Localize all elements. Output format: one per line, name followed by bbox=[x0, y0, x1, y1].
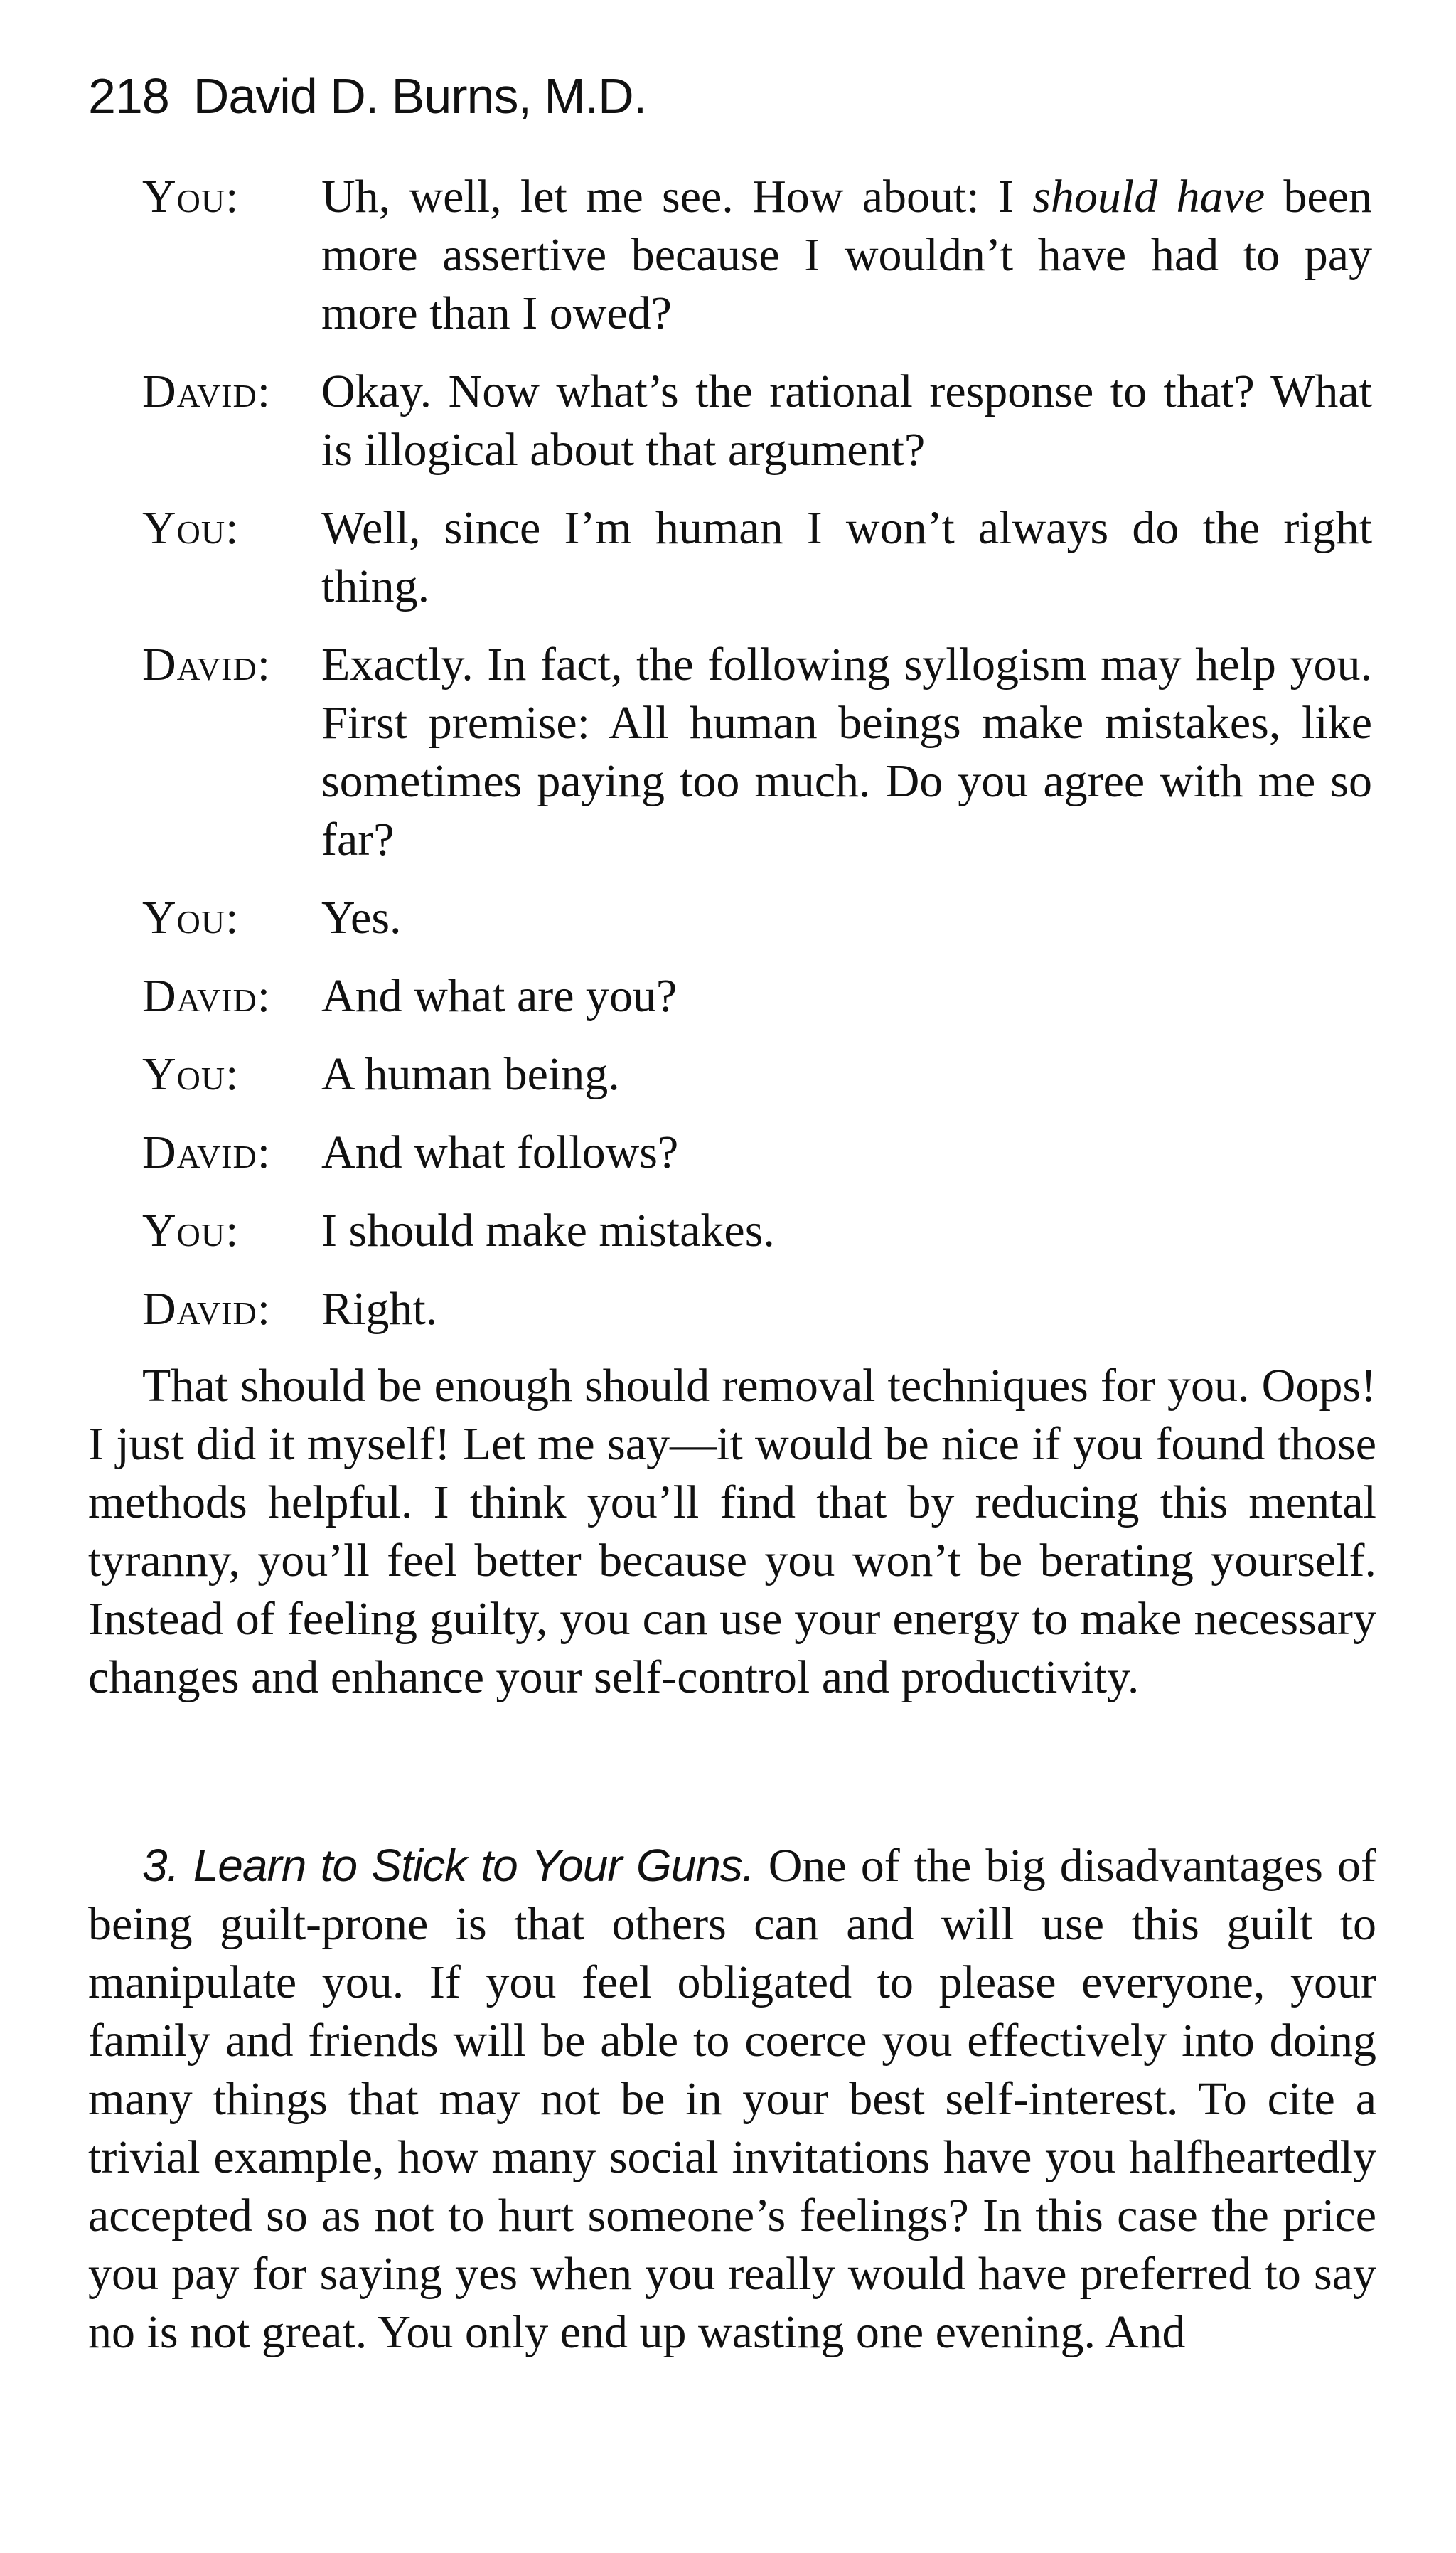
dialogue-line: Yes. bbox=[321, 892, 402, 944]
dialogue-line: And what follows? bbox=[321, 1126, 679, 1178]
speaker-label: David: bbox=[142, 639, 272, 691]
dialogue-line: I should make mistakes. bbox=[321, 1205, 775, 1257]
speaker-label: You: bbox=[142, 171, 240, 223]
dialogue-line: Right. bbox=[321, 1283, 438, 1335]
dialogue-text: Uh, well, let me see. How about: I bbox=[321, 171, 1033, 223]
dialogue-line: Exactly. In fact, the following syllogism may help you. First premise: All human beings make mistakes, like sometimes paying too much. Do you agree with me so far? bbox=[321, 639, 1372, 865]
dialogue-turn bbox=[142, 889, 1372, 947]
dialogue-turn bbox=[142, 363, 1372, 479]
dialogue-line: Okay. Now what’s the rational response to that? What is illogical about that argument? bbox=[321, 366, 1372, 476]
dialogue-turn bbox=[142, 1280, 1372, 1338]
dialogue-emphasis: should have bbox=[1032, 171, 1265, 223]
speaker-label: You: bbox=[142, 502, 240, 554]
dialogue-line: Well, since I’m human I won’t always do the right thing. bbox=[321, 502, 1372, 612]
author-name: David D. Burns, M.D. bbox=[193, 68, 647, 124]
section-subhead: 3. Learn to Stick to Your Guns. bbox=[142, 1840, 754, 1891]
dialogue-turn bbox=[142, 168, 1372, 343]
dialogue-line bbox=[321, 168, 1372, 343]
speaker-label: David: bbox=[142, 970, 272, 1022]
dialogue-line: A human being. bbox=[321, 1048, 620, 1100]
speaker-label: You: bbox=[142, 892, 240, 944]
speaker-label: David: bbox=[142, 366, 272, 417]
dialogue-turn bbox=[142, 636, 1372, 869]
dialogue-turn bbox=[142, 499, 1372, 616]
speaker-label: David: bbox=[142, 1126, 272, 1178]
speaker-label: You: bbox=[142, 1205, 240, 1257]
page-number: 218 bbox=[88, 68, 169, 124]
dialogue-turn bbox=[142, 1124, 1372, 1182]
dialogue-line: And what are you? bbox=[321, 970, 678, 1022]
dialogue-turn bbox=[142, 1045, 1372, 1104]
speaker-label: You: bbox=[142, 1048, 240, 1100]
speaker-label: David: bbox=[142, 1283, 272, 1335]
dialogue-block bbox=[142, 168, 1372, 1358]
paragraph-text: One of the big disadvantages of being guilt-prone is that others can and will use this guilt to manipulate you. If you feel obligated to please everyone, your family and friends will be able to coerce you effectively into doing many things that may not be in your best self-interest. To cite a trivial example, how many social invitations have you halfheartedly accepted so as not to hurt someone’s feelings? In this case the price you pay for saying yes when you really would have preferred to say no is not great. You only end up wasting one evening. And bbox=[88, 1840, 1376, 2358]
body-paragraph bbox=[88, 1836, 1376, 2362]
body-paragraph: That should be enough should removal techniques for you. Oops! I just did it myself! Let me say—it would be nice if you found those methods helpful. I think you’ll find that by reducing this mental tyranny, you’ll feel better because you won’t be berating yourself. Instead of feeling guilty, you can use your energy to make necessary changes and enhance your self-control and productivity. bbox=[88, 1360, 1376, 1703]
dialogue-turn bbox=[142, 967, 1372, 1025]
running-head bbox=[88, 68, 647, 124]
dialogue-turn bbox=[142, 1202, 1372, 1260]
dialogue-text: been more assertive because I wouldn’t have had to pay more than I owed? bbox=[321, 171, 1373, 339]
